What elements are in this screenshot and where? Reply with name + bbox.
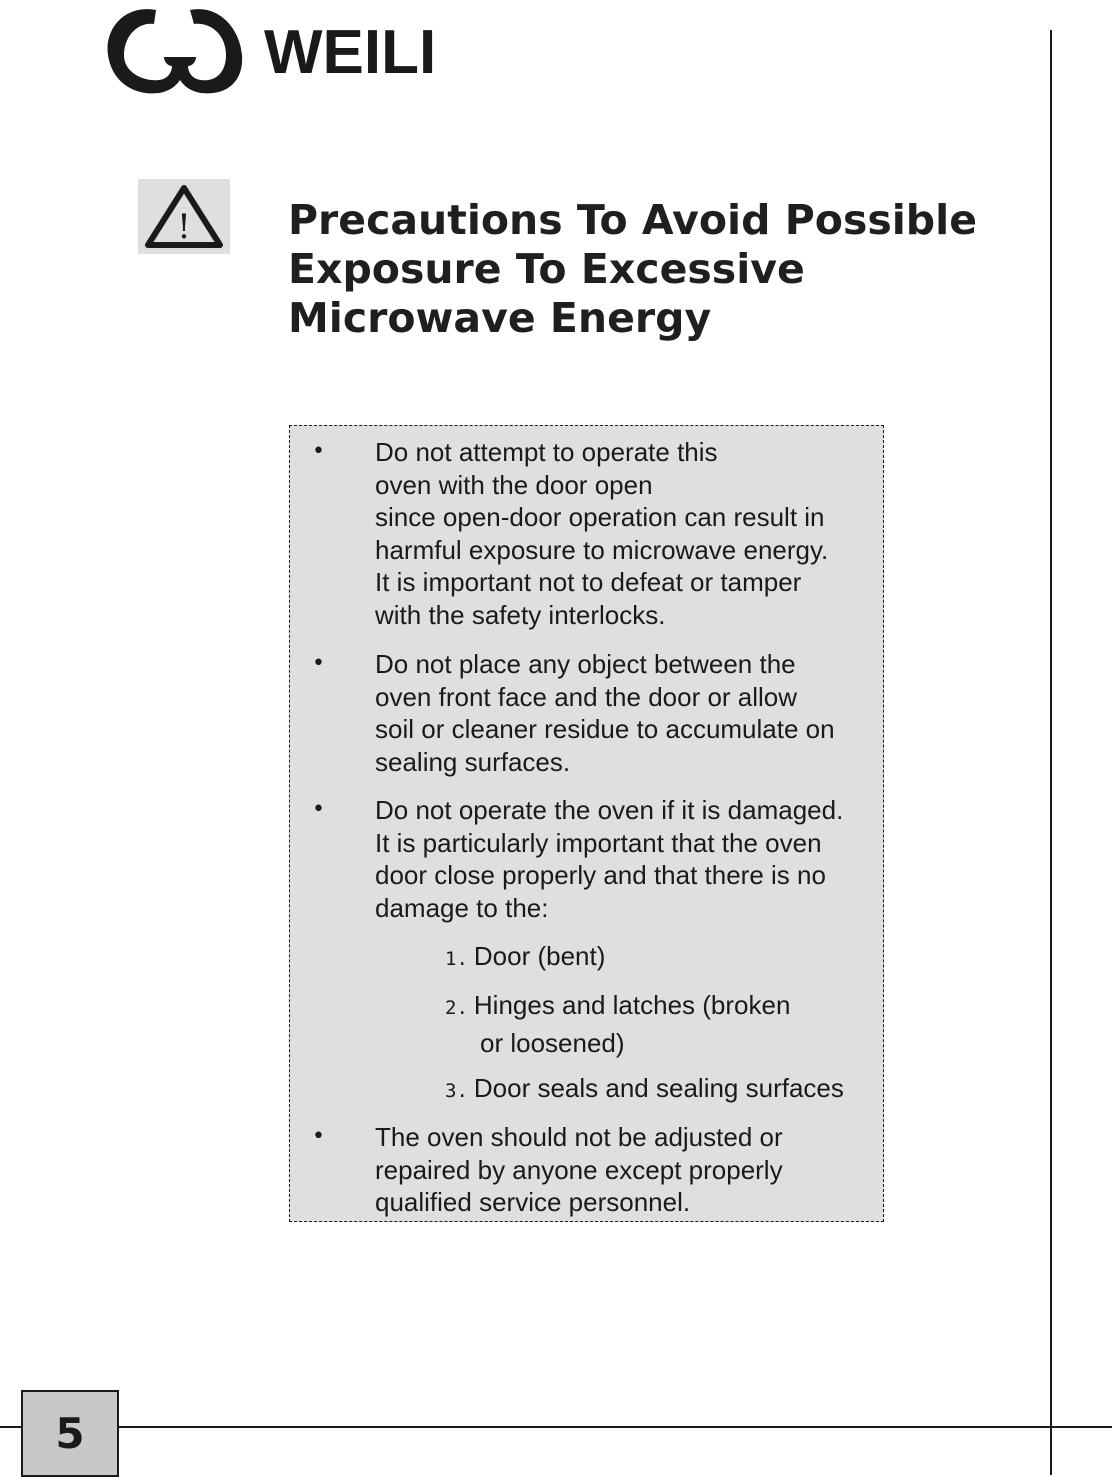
item-line: harmful exposure to microwave energy. xyxy=(375,534,829,565)
bullet-marker: • xyxy=(312,797,325,822)
item-line: qualified service personnel. xyxy=(375,1187,691,1217)
list-text-continued: or loosened) xyxy=(480,1028,625,1058)
damage-list-item xyxy=(445,939,865,977)
item-line: The oven should not be adjusted or xyxy=(375,1122,783,1152)
list-text: Hinges and latches (broken xyxy=(473,990,791,1020)
precaution-item xyxy=(375,794,875,924)
warning-triangle-icon xyxy=(138,179,230,254)
item-line: with the safety interlocks. xyxy=(375,599,666,630)
precaution-item xyxy=(375,1121,875,1219)
damage-list-item xyxy=(445,988,865,1061)
list-text: Door (bent) xyxy=(473,941,606,971)
footer-line xyxy=(0,1426,1112,1428)
bullet-marker: • xyxy=(312,439,325,464)
list-number: 1. xyxy=(445,948,468,970)
item-line: It is important not to defeat or tamper xyxy=(375,567,802,597)
warning-box xyxy=(138,179,230,254)
warning-glyph: ! xyxy=(177,207,191,247)
bullet-marker: • xyxy=(312,1124,325,1149)
item-line: Do not attempt to operate this xyxy=(375,437,718,467)
right-margin-line xyxy=(1050,30,1052,1475)
item-line: Do not operate the oven if it is damaged. xyxy=(375,795,844,825)
item-line: soil or cleaner residue to accumulate on xyxy=(375,714,835,744)
list-number: 2. xyxy=(445,997,468,1019)
list-text: Door seals and sealing surfaces xyxy=(473,1073,844,1103)
page-number: 5 xyxy=(21,1390,119,1477)
bullet-marker: • xyxy=(312,651,325,676)
item-line: oven front face and the door or allow xyxy=(375,681,798,712)
item-line: door close properly and that there is no xyxy=(375,860,826,890)
weili-logo-mark xyxy=(104,0,484,100)
item-line: It is particularly important that the oven xyxy=(375,827,822,858)
title-line: Microwave Energy xyxy=(288,294,712,342)
item-line: since open-door operation can result in xyxy=(375,502,825,532)
item-line: Do not place any object between the xyxy=(375,649,796,679)
list-number: 3. xyxy=(445,1080,468,1102)
title-line: Exposure To Excessive xyxy=(288,245,805,293)
brand-name: WEILI xyxy=(264,18,437,87)
item-line: sealing surfaces. xyxy=(375,746,571,777)
weili-logo xyxy=(104,0,484,100)
item-line: damage to the: xyxy=(375,892,549,923)
item-line: oven with the door open xyxy=(375,469,653,500)
precaution-item xyxy=(375,436,875,631)
precautions-box xyxy=(289,425,884,1222)
title-line: Precautions To Avoid Possible xyxy=(288,196,978,244)
damage-list-item xyxy=(445,1071,865,1109)
page-title xyxy=(288,196,1028,343)
precaution-item xyxy=(375,648,875,778)
item-line: repaired by anyone except properly xyxy=(375,1154,783,1185)
